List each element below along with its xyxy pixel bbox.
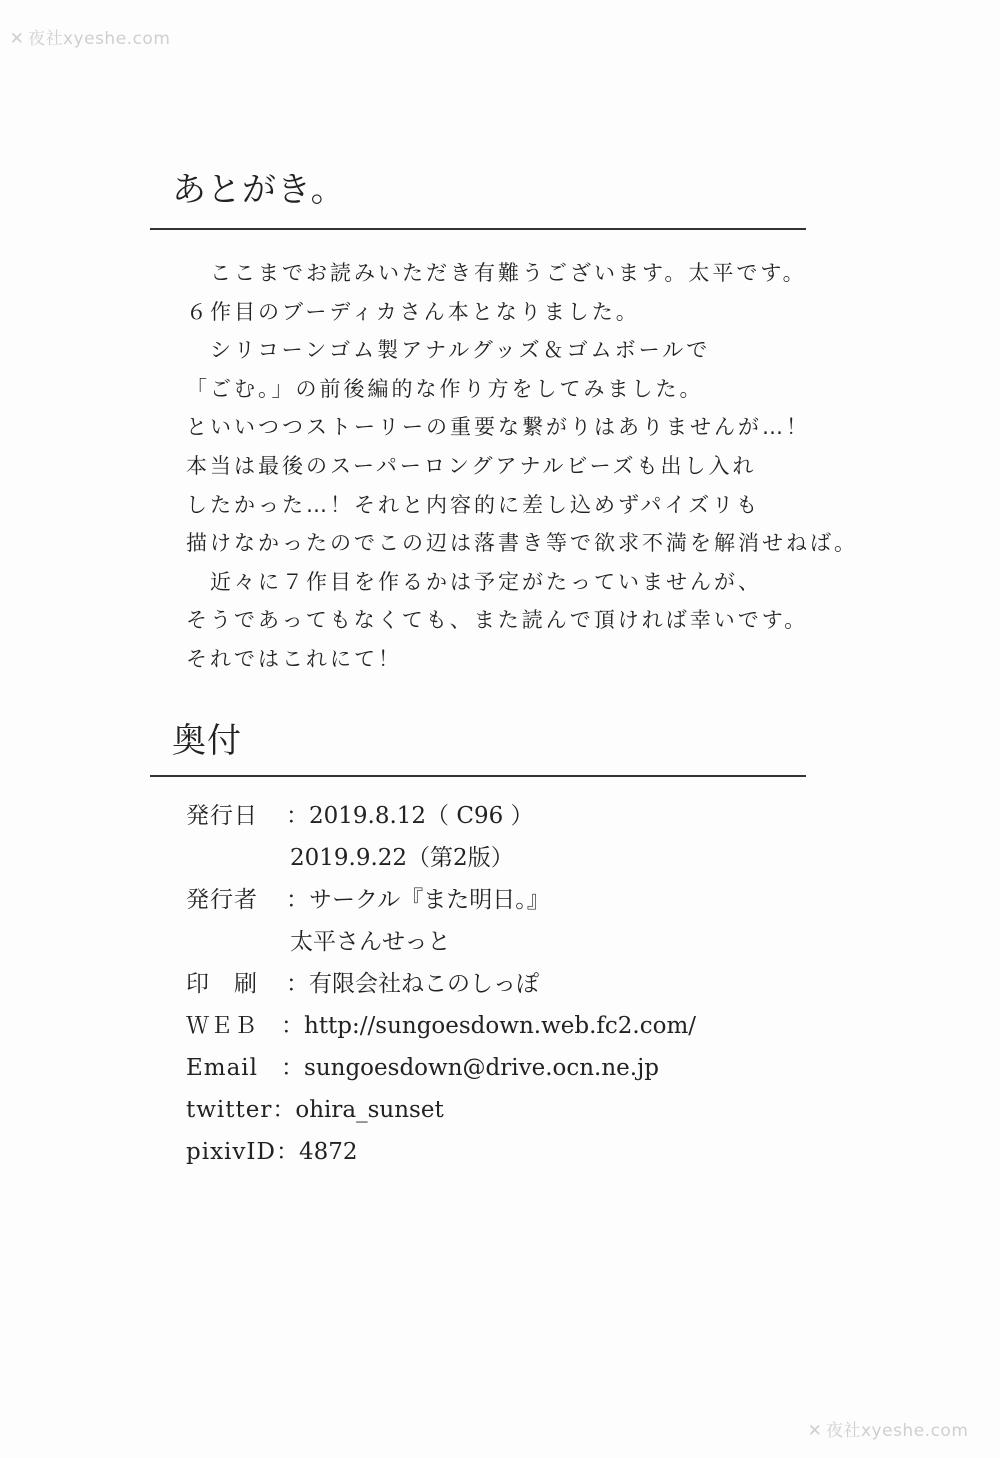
colophon-value: 4872 — [298, 1139, 358, 1165]
colophon-row-web — [186, 1005, 886, 1047]
colophon-label: 発行者 — [186, 887, 258, 913]
afterword-line: そうであってもなくても、また読んで頂ければ幸いです。 — [186, 608, 809, 633]
colophon-label: pixivID — [186, 1139, 276, 1165]
colophon-row-publisher-name — [186, 921, 886, 963]
colophon-row-publisher — [186, 879, 886, 921]
colophon-value: http://sungoesdown.web.fc2.com/ — [304, 1013, 697, 1039]
colophon-label: twitter — [186, 1097, 273, 1123]
colophon-value: 2019.9.22（第2版） — [290, 845, 514, 871]
colophon-row-printer — [186, 963, 886, 1005]
colophon-separator: ： — [272, 1097, 296, 1123]
colophon-separator: ： — [258, 1055, 305, 1081]
afterword-line: シリコーンゴム製アナルグッズ＆ゴムボールで — [186, 338, 711, 363]
afterword-line: 描けなかったのでこの辺は落書き等で欲求不満を解消せねば。 — [186, 531, 858, 556]
colophon-table — [186, 795, 886, 1173]
colophon-separator: ： — [258, 1013, 304, 1039]
colophon-row-twitter — [186, 1089, 886, 1131]
colophon-value: 太平さんせっと — [290, 929, 451, 955]
afterword-body — [186, 254, 858, 679]
colophon-label: 発行日 — [186, 803, 258, 829]
colophon-row-email — [186, 1047, 886, 1089]
afterword-title: あとがき。 — [172, 170, 346, 210]
afterword-line: ここまでお読みいただき有難うございます。太平です。 — [186, 261, 807, 285]
colophon-row-pixiv — [186, 1131, 886, 1173]
afterword-line: 本当は最後のスーパーロングアナルビーズも出し入れ — [186, 453, 757, 478]
watermark-top — [8, 24, 170, 49]
x-logo-icon: ✕ — [807, 1421, 823, 1441]
colophon-separator: ： — [286, 971, 309, 997]
watermark-bottom-text: 夜社xyeshe.com — [826, 1421, 969, 1441]
afterword-divider — [150, 228, 806, 230]
colophon-row-publish-date — [186, 795, 886, 837]
colophon-label: 印 刷 — [186, 971, 258, 997]
colophon-divider — [150, 775, 806, 777]
colophon-value: sungoesdown@drive.ocn.ne.jp — [304, 1055, 659, 1081]
colophon-value: 有限会社ねこのしっぽ — [309, 971, 539, 997]
colophon-value: 2019.8.12（ C96 ） — [309, 803, 534, 829]
afterword-line: といいつつストーリーの重要な繋がりはありませんが…！ — [186, 415, 810, 440]
afterword-line: ６作目のブーディカさん本となりました。 — [186, 299, 640, 324]
watermark-top-text: 夜社xyeshe.com — [28, 29, 171, 49]
afterword-line: したかった…！それと内容的に差し込めずパイズリも — [186, 492, 761, 517]
afterword-line: それではこれにて！ — [186, 646, 402, 671]
colophon-label: ＷＥＢ — [186, 1013, 258, 1039]
colophon-separator: ： — [275, 1139, 299, 1165]
afterword-line: 近々に７作目を作るかは予定がたっていませんが、 — [186, 569, 762, 594]
colophon-separator: ： — [286, 803, 309, 829]
colophon-value: サークル『また明日。』 — [309, 887, 550, 913]
colophon-row-second-edition — [186, 837, 886, 879]
colophon-value: ohira_sunset — [295, 1097, 444, 1123]
colophon-separator: ： — [286, 887, 309, 913]
x-logo-icon: ✕ — [9, 29, 25, 49]
colophon-label: Email — [186, 1055, 259, 1081]
watermark-bottom — [806, 1416, 968, 1441]
colophon-title: 奥付 — [172, 721, 242, 761]
afterword-line: 「ごむ。」の前後編的な作り方をしてみました。 — [186, 376, 704, 401]
